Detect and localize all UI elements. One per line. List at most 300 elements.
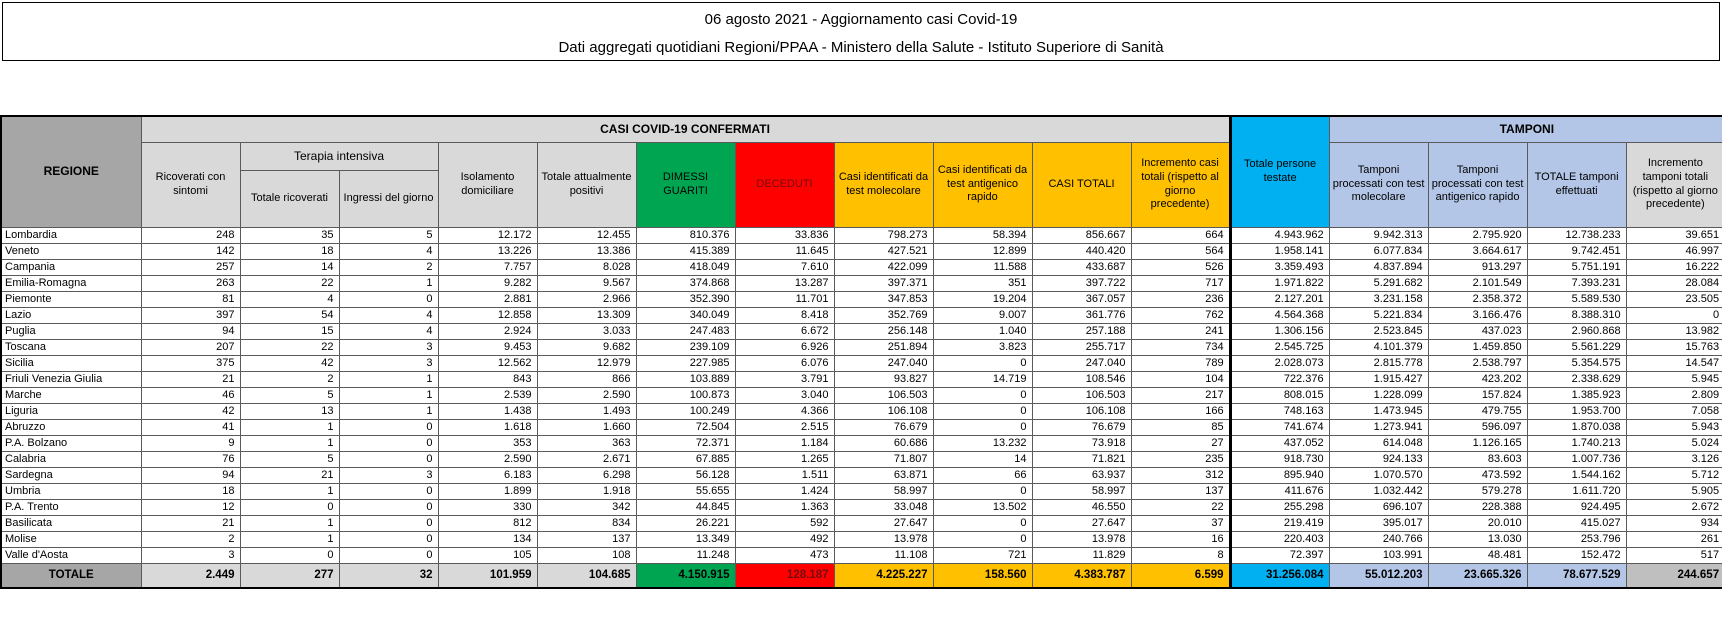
region-name: Abruzzo	[1, 419, 141, 435]
data-cell: 375	[141, 355, 240, 371]
data-cell: 721	[933, 547, 1032, 563]
data-cell: 46.550	[1032, 499, 1131, 515]
data-cell: 1.918	[537, 483, 636, 499]
total-cell: 244.657	[1626, 563, 1722, 588]
data-cell: 83.603	[1428, 451, 1527, 467]
data-cell: 2.539	[438, 387, 537, 403]
data-cell: 18	[240, 243, 339, 259]
data-cell: 9.742.451	[1527, 243, 1626, 259]
data-cell: 1	[339, 371, 438, 387]
data-cell: 63.937	[1032, 467, 1131, 483]
region-name: Sardegna	[1, 467, 141, 483]
data-cell: 46	[141, 387, 240, 403]
data-cell: 103.991	[1329, 547, 1428, 563]
data-cell: 1.971.822	[1230, 275, 1329, 291]
header-regione: REGIONE	[1, 116, 141, 227]
data-cell: 340.049	[636, 307, 735, 323]
data-cell: 63.871	[834, 467, 933, 483]
data-cell: 11.829	[1032, 547, 1131, 563]
data-cell: 1.740.213	[1527, 435, 1626, 451]
data-cell: 73.918	[1032, 435, 1131, 451]
data-cell: 2.338.629	[1527, 371, 1626, 387]
data-cell: 27.647	[834, 515, 933, 531]
data-cell: 0	[339, 547, 438, 563]
data-cell: 8.418	[735, 307, 834, 323]
header-attualmente-positivi: Totale attualmente positivi	[537, 142, 636, 227]
data-cell: 5.945	[1626, 371, 1722, 387]
data-cell: 12.172	[438, 227, 537, 243]
data-cell: 473	[735, 547, 834, 563]
region-name: Molise	[1, 531, 141, 547]
data-cell: 2.358.372	[1428, 291, 1527, 307]
data-cell: 1.544.162	[1527, 467, 1626, 483]
region-name: Emilia-Romagna	[1, 275, 141, 291]
header-dimessi-guariti: DIMESSI GUARITI	[636, 142, 735, 227]
data-cell: 55.655	[636, 483, 735, 499]
data-cell: 13.982	[1626, 323, 1722, 339]
total-label: TOTALE	[1, 563, 141, 588]
data-cell: 1.070.570	[1329, 467, 1428, 483]
data-cell: 762	[1131, 307, 1230, 323]
data-cell: 13.232	[933, 435, 1032, 451]
table-row	[1, 227, 1722, 243]
data-cell: 722.376	[1230, 371, 1329, 387]
region-name: Lombardia	[1, 227, 141, 243]
data-cell: 347.853	[834, 291, 933, 307]
data-cell: 12.899	[933, 243, 1032, 259]
data-cell: 37	[1131, 515, 1230, 531]
data-cell: 76.679	[1032, 419, 1131, 435]
region-name: Piemonte	[1, 291, 141, 307]
data-cell: 1.306.156	[1230, 323, 1329, 339]
data-cell: 106.503	[1032, 387, 1131, 403]
data-cell: 21	[141, 371, 240, 387]
table-row	[1, 419, 1722, 435]
data-cell: 696.107	[1329, 499, 1428, 515]
data-cell: 5	[240, 387, 339, 403]
data-cell: 8.388.310	[1527, 307, 1626, 323]
data-cell: 72.504	[636, 419, 735, 435]
data-cell: 361.776	[1032, 307, 1131, 323]
region-name: Basilicata	[1, 515, 141, 531]
data-cell: 11.248	[636, 547, 735, 563]
data-cell: 39.651	[1626, 227, 1722, 243]
data-cell: 21	[141, 515, 240, 531]
data-cell: 6.183	[438, 467, 537, 483]
data-cell: 0	[339, 419, 438, 435]
total-cell: 4.383.787	[1032, 563, 1131, 588]
data-cell: 5.943	[1626, 419, 1722, 435]
total-cell: 158.560	[933, 563, 1032, 588]
data-cell: 1.385.923	[1527, 387, 1626, 403]
data-cell: 5.905	[1626, 483, 1722, 499]
data-cell: 1.363	[735, 499, 834, 515]
header-ingressi-giorno: Ingressi del giorno	[339, 170, 438, 227]
region-name: Veneto	[1, 243, 141, 259]
data-cell: 106.108	[834, 403, 933, 419]
data-cell: 255.717	[1032, 339, 1131, 355]
data-cell: 6.672	[735, 323, 834, 339]
header-totale-tamponi: TOTALE tamponi effettuati	[1527, 142, 1626, 227]
data-cell: 105	[438, 547, 537, 563]
data-cell: 11.108	[834, 547, 933, 563]
data-cell: 235	[1131, 451, 1230, 467]
data-cell: 395.017	[1329, 515, 1428, 531]
data-cell: 1.438	[438, 403, 537, 419]
data-cell: 717	[1131, 275, 1230, 291]
data-cell: 35	[240, 227, 339, 243]
data-cell: 2.515	[735, 419, 834, 435]
data-cell: 592	[735, 515, 834, 531]
data-cell: 397	[141, 307, 240, 323]
data-cell: 5.751.191	[1527, 259, 1626, 275]
region-name: Friuli Venezia Giulia	[1, 371, 141, 387]
data-cell: 2.538.797	[1428, 355, 1527, 371]
data-cell: 58.997	[834, 483, 933, 499]
data-cell: 9.567	[537, 275, 636, 291]
data-cell: 1.618	[438, 419, 537, 435]
data-cell: 2.924	[438, 323, 537, 339]
data-cell: 415.027	[1527, 515, 1626, 531]
data-cell: 7.757	[438, 259, 537, 275]
data-cell: 810.376	[636, 227, 735, 243]
data-cell: 4	[339, 323, 438, 339]
table-row	[1, 323, 1722, 339]
data-cell: 918.730	[1230, 451, 1329, 467]
data-cell: 664	[1131, 227, 1230, 243]
total-cell: 4.225.227	[834, 563, 933, 588]
data-cell: 16.222	[1626, 259, 1722, 275]
data-cell: 9.942.313	[1329, 227, 1428, 243]
data-cell: 4.101.379	[1329, 339, 1428, 355]
data-cell: 103.889	[636, 371, 735, 387]
data-cell: 94	[141, 323, 240, 339]
data-cell: 352.769	[834, 307, 933, 323]
data-cell: 5.221.834	[1329, 307, 1428, 323]
data-cell: 11.645	[735, 243, 834, 259]
region-name: Puglia	[1, 323, 141, 339]
data-cell: 2.960.868	[1527, 323, 1626, 339]
data-cell: 134	[438, 531, 537, 547]
data-cell: 433.687	[1032, 259, 1131, 275]
data-cell: 934	[1626, 515, 1722, 531]
data-cell: 1.953.700	[1527, 403, 1626, 419]
data-cell: 219.419	[1230, 515, 1329, 531]
data-cell: 255.298	[1230, 499, 1329, 515]
data-cell: 6.077.834	[1329, 243, 1428, 259]
data-cell: 9.007	[933, 307, 1032, 323]
data-cell: 76.679	[834, 419, 933, 435]
total-cell: 104.685	[537, 563, 636, 588]
data-cell: 5	[339, 227, 438, 243]
data-cell: 13.502	[933, 499, 1032, 515]
data-cell: 14.547	[1626, 355, 1722, 371]
data-cell: 479.755	[1428, 403, 1527, 419]
data-cell: 166	[1131, 403, 1230, 419]
data-cell: 12.738.233	[1527, 227, 1626, 243]
data-cell: 374.868	[636, 275, 735, 291]
data-cell: 241	[1131, 323, 1230, 339]
data-cell: 1	[240, 531, 339, 547]
data-cell: 240.766	[1329, 531, 1428, 547]
total-cell: 31.256.084	[1230, 563, 1329, 588]
data-cell: 0	[933, 515, 1032, 531]
data-cell: 257.188	[1032, 323, 1131, 339]
data-cell: 924.495	[1527, 499, 1626, 515]
data-cell: 4	[240, 291, 339, 307]
data-cell: 1.611.720	[1527, 483, 1626, 499]
data-cell: 9.282	[438, 275, 537, 291]
data-cell: 0	[240, 547, 339, 563]
data-cell: 2.672	[1626, 499, 1722, 515]
data-cell: 21	[240, 467, 339, 483]
data-cell: 13.030	[1428, 531, 1527, 547]
data-cell: 3	[339, 467, 438, 483]
data-cell: 8	[1131, 547, 1230, 563]
data-cell: 526	[1131, 259, 1230, 275]
data-cell: 228.388	[1428, 499, 1527, 515]
data-cell: 0	[933, 355, 1032, 371]
data-cell: 13.349	[636, 531, 735, 547]
data-cell: 2.881	[438, 291, 537, 307]
data-cell: 741.674	[1230, 419, 1329, 435]
data-cell: 247.483	[636, 323, 735, 339]
data-cell: 207	[141, 339, 240, 355]
data-cell: 1.870.038	[1527, 419, 1626, 435]
total-cell: 277	[240, 563, 339, 588]
data-cell: 789	[1131, 355, 1230, 371]
data-cell: 76	[141, 451, 240, 467]
total-cell: 6.599	[1131, 563, 1230, 588]
data-cell: 142	[141, 243, 240, 259]
data-cell: 0	[339, 531, 438, 547]
header-isolamento: Isolamento domiciliare	[438, 142, 537, 227]
table-row	[1, 371, 1722, 387]
data-cell: 22	[240, 275, 339, 291]
data-cell: 14	[240, 259, 339, 275]
header-tamponi-antigenico: Tamponi processati con test antigenico rapido	[1428, 142, 1527, 227]
data-cell: 4.366	[735, 403, 834, 419]
data-cell: 808.015	[1230, 387, 1329, 403]
data-cell: 3.033	[537, 323, 636, 339]
data-cell: 3.664.617	[1428, 243, 1527, 259]
region-name: Liguria	[1, 403, 141, 419]
data-cell: 0	[933, 387, 1032, 403]
data-cell: 85	[1131, 419, 1230, 435]
data-cell: 363	[537, 435, 636, 451]
header-casi-antigenico: Casi identificati da test antigenico rapido	[933, 142, 1032, 227]
data-cell: 1	[240, 435, 339, 451]
data-cell: 1.040	[933, 323, 1032, 339]
data-cell: 734	[1131, 339, 1230, 355]
data-cell: 6.076	[735, 355, 834, 371]
total-cell: 78.677.529	[1527, 563, 1626, 588]
table-row	[1, 547, 1722, 563]
data-cell: 1.007.736	[1527, 451, 1626, 467]
data-cell: 2.590	[537, 387, 636, 403]
data-cell: 0	[339, 291, 438, 307]
data-cell: 856.667	[1032, 227, 1131, 243]
data-cell: 422.099	[834, 259, 933, 275]
data-cell: 7.058	[1626, 403, 1722, 419]
data-cell: 4.943.962	[1230, 227, 1329, 243]
header-totale-ricoverati: Totale ricoverati	[240, 170, 339, 227]
region-name: Valle d'Aosta	[1, 547, 141, 563]
region-name: Toscana	[1, 339, 141, 355]
data-cell: 0	[339, 483, 438, 499]
data-cell: 1.493	[537, 403, 636, 419]
data-cell: 93.827	[834, 371, 933, 387]
data-cell: 895.940	[1230, 467, 1329, 483]
data-cell: 48.481	[1428, 547, 1527, 563]
header-persone-testate: Totale persone testate	[1230, 116, 1329, 227]
data-cell: 1.915.427	[1329, 371, 1428, 387]
data-cell: 1.184	[735, 435, 834, 451]
data-cell: 100.873	[636, 387, 735, 403]
data-cell: 13.978	[834, 531, 933, 547]
data-cell: 13.226	[438, 243, 537, 259]
data-cell: 1.899	[438, 483, 537, 499]
data-cell: 2.671	[537, 451, 636, 467]
data-cell: 71.807	[834, 451, 933, 467]
data-cell: 217	[1131, 387, 1230, 403]
table-row	[1, 259, 1722, 275]
data-cell: 13.287	[735, 275, 834, 291]
data-cell: 247.040	[1032, 355, 1131, 371]
data-cell: 157.824	[1428, 387, 1527, 403]
data-cell: 1.459.850	[1428, 339, 1527, 355]
data-cell: 5.354.575	[1527, 355, 1626, 371]
data-cell: 58.394	[933, 227, 1032, 243]
data-cell: 1.265	[735, 451, 834, 467]
data-cell: 3.359.493	[1230, 259, 1329, 275]
data-cell: 247.040	[834, 355, 933, 371]
data-cell: 437.052	[1230, 435, 1329, 451]
total-cell: 23.665.326	[1428, 563, 1527, 588]
data-cell: 423.202	[1428, 371, 1527, 387]
data-cell: 44.845	[636, 499, 735, 515]
table-row	[1, 435, 1722, 451]
data-cell: 20.010	[1428, 515, 1527, 531]
data-cell: 12	[141, 499, 240, 515]
region-name: Calabria	[1, 451, 141, 467]
data-cell: 0	[240, 499, 339, 515]
report-title-box	[2, 2, 1720, 61]
data-cell: 1.228.099	[1329, 387, 1428, 403]
data-cell: 108.546	[1032, 371, 1131, 387]
data-cell: 12.858	[438, 307, 537, 323]
data-cell: 4	[339, 307, 438, 323]
header-incremento-tamponi: Incremento tamponi totali (rispetto al giorno precedente)	[1626, 142, 1722, 227]
data-cell: 3.166.476	[1428, 307, 1527, 323]
data-cell: 3.823	[933, 339, 1032, 355]
report-subtitle: Dati aggregati quotidiani Regioni/PPAA - Ministero della Salute - Istituto Superiore di Sanità	[558, 39, 1164, 56]
region-name: Lazio	[1, 307, 141, 323]
data-cell: 54	[240, 307, 339, 323]
data-cell: 843	[438, 371, 537, 387]
data-cell: 397.722	[1032, 275, 1131, 291]
data-cell: 3.231.158	[1329, 291, 1428, 307]
data-cell: 0	[933, 483, 1032, 499]
data-cell: 263	[141, 275, 240, 291]
data-cell: 23.505	[1626, 291, 1722, 307]
total-cell: 101.959	[438, 563, 537, 588]
header-casi-confermati-group: CASI COVID-19 CONFERMATI	[141, 116, 1230, 142]
data-cell: 596.097	[1428, 419, 1527, 435]
table-row	[1, 531, 1722, 547]
table-row	[1, 291, 1722, 307]
covid-data-table	[0, 115, 1722, 589]
data-cell: 924.133	[1329, 451, 1428, 467]
data-cell: 440.420	[1032, 243, 1131, 259]
data-cell: 33.048	[834, 499, 933, 515]
data-cell: 2.545.725	[1230, 339, 1329, 355]
data-cell: 5.291.682	[1329, 275, 1428, 291]
data-cell: 72.371	[636, 435, 735, 451]
data-cell: 2.809	[1626, 387, 1722, 403]
data-cell: 66	[933, 467, 1032, 483]
data-cell: 0	[339, 515, 438, 531]
data-cell: 14	[933, 451, 1032, 467]
header-tamponi-group: TAMPONI	[1329, 116, 1722, 142]
region-name: P.A. Bolzano	[1, 435, 141, 451]
data-cell: 2.590	[438, 451, 537, 467]
data-cell: 1	[240, 483, 339, 499]
data-cell: 353	[438, 435, 537, 451]
data-cell: 257	[141, 259, 240, 275]
data-cell: 72.397	[1230, 547, 1329, 563]
data-cell: 1.273.941	[1329, 419, 1428, 435]
data-cell: 14.719	[933, 371, 1032, 387]
data-cell: 437.023	[1428, 323, 1527, 339]
data-cell: 579.278	[1428, 483, 1527, 499]
data-cell: 42	[141, 403, 240, 419]
total-cell: 2.449	[141, 563, 240, 588]
total-cell: 32	[339, 563, 438, 588]
data-cell: 12.979	[537, 355, 636, 371]
data-cell: 248	[141, 227, 240, 243]
data-cell: 27	[1131, 435, 1230, 451]
data-cell: 866	[537, 371, 636, 387]
data-cell: 312	[1131, 467, 1230, 483]
data-cell: 5	[240, 451, 339, 467]
data-cell: 137	[1131, 483, 1230, 499]
data-cell: 5.712	[1626, 467, 1722, 483]
table-row	[1, 355, 1722, 371]
header-casi-molecolare: Casi identificati da test molecolare	[834, 142, 933, 227]
data-cell: 913.297	[1428, 259, 1527, 275]
data-cell: 33.836	[735, 227, 834, 243]
data-cell: 16	[1131, 531, 1230, 547]
data-cell: 137	[537, 531, 636, 547]
data-cell: 3	[339, 339, 438, 355]
data-cell: 330	[438, 499, 537, 515]
data-cell: 12.455	[537, 227, 636, 243]
data-cell: 94	[141, 467, 240, 483]
header-casi-totali: CASI TOTALI	[1032, 142, 1131, 227]
data-cell: 2.028.073	[1230, 355, 1329, 371]
data-cell: 2	[339, 259, 438, 275]
data-cell: 1.511	[735, 467, 834, 483]
data-cell: 227.985	[636, 355, 735, 371]
data-cell: 256.148	[834, 323, 933, 339]
header-terapia-intensiva-group: Terapia intensiva	[240, 142, 438, 170]
header-deceduti: DECEDUTI	[735, 142, 834, 227]
data-cell: 58.997	[1032, 483, 1131, 499]
data-cell: 3.126	[1626, 451, 1722, 467]
data-cell: 0	[339, 499, 438, 515]
data-cell: 1.958.141	[1230, 243, 1329, 259]
